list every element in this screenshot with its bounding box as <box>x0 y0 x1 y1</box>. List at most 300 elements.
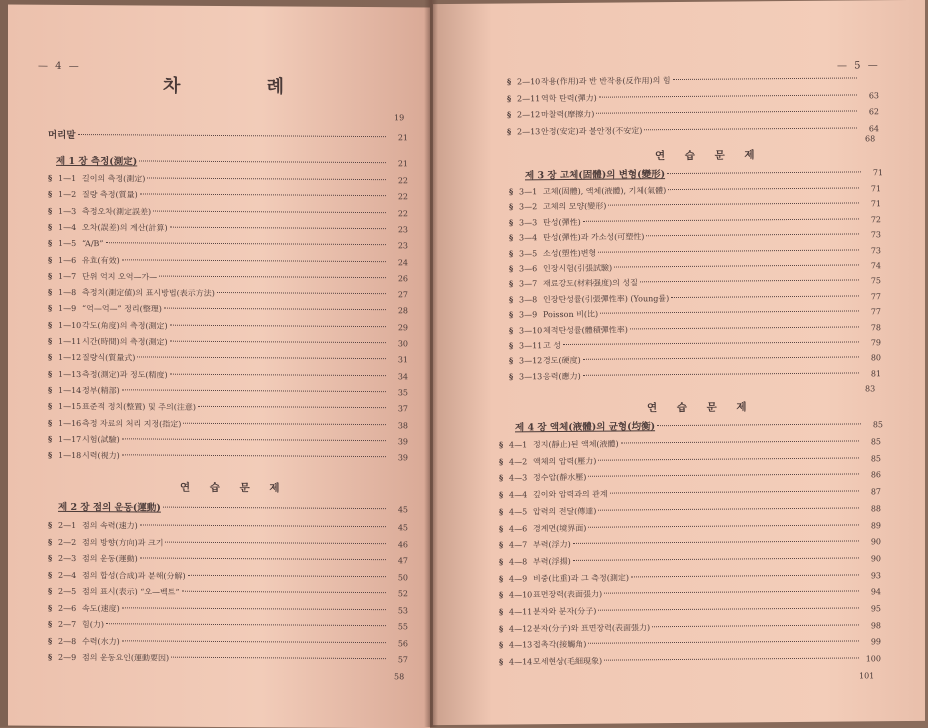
toc-entry <box>509 182 881 197</box>
section-number: 2—7 <box>58 619 82 631</box>
section-mark: § <box>509 278 519 290</box>
entry-title: 경계면(境界面) <box>533 522 586 534</box>
section-mark: § <box>48 335 58 347</box>
entry-title: 힘(力) <box>82 619 104 631</box>
entry-page: 86 <box>861 470 881 482</box>
section-mark: § <box>48 651 58 663</box>
toc-entry <box>48 270 408 285</box>
entry-title: 측정치(測定値)의 표시방법(表示方法) <box>82 287 215 300</box>
section-number: 1—4 <box>58 222 82 234</box>
bottom-page-right: 101 <box>859 671 874 680</box>
entry-page: 62 <box>859 106 879 118</box>
toc-entry <box>48 400 408 415</box>
entry-page: 79 <box>861 337 881 349</box>
section-mark: § <box>499 438 509 450</box>
entry-page: 52 <box>388 588 408 600</box>
chapter-page: 71 <box>863 168 883 177</box>
section-number: 1—13 <box>58 368 82 380</box>
toc-entry <box>48 367 408 382</box>
section-number: 1—11 <box>58 336 82 348</box>
toc-entry <box>509 244 881 259</box>
toc-entry <box>509 290 881 305</box>
exercise-label: 연 습 문 제 <box>180 480 288 496</box>
section-mark: § <box>507 75 517 87</box>
page-number-left: — 4 — <box>38 61 81 72</box>
toc-entry <box>499 469 881 484</box>
entry-page: 100 <box>861 653 881 665</box>
entry-title: 부력(浮力) <box>533 539 571 551</box>
section-number: 3—8 <box>519 294 543 306</box>
dot-leader <box>171 657 386 659</box>
section-number: 2—5 <box>58 586 82 598</box>
pre-entry-page: 19 <box>394 113 404 122</box>
section-mark: § <box>499 489 509 501</box>
section-mark: § <box>499 522 509 534</box>
section-mark: § <box>48 449 58 461</box>
toc-entry <box>48 601 408 616</box>
right-page <box>433 0 925 725</box>
section-number: 4—4 <box>509 489 533 501</box>
section-number: 2—9 <box>58 652 82 664</box>
dot-leader <box>631 574 859 577</box>
section-number: 1—2 <box>58 189 82 201</box>
entry-title: 모세현상(毛細現象) <box>533 656 602 669</box>
dot-leader <box>573 557 859 560</box>
section-number: 3—10 <box>519 325 543 337</box>
entry-title: 점의 표시(表示) “오—벡트” <box>82 586 180 599</box>
toc-entry <box>499 452 881 467</box>
section-mark: § <box>507 108 517 120</box>
section-number: 2—12 <box>517 109 541 121</box>
toc-entry <box>499 519 881 534</box>
dot-leader <box>604 658 859 661</box>
dot-leader <box>583 372 859 375</box>
entry-page: 30 <box>388 338 408 350</box>
section-number: 1—8 <box>58 287 82 299</box>
section-mark: § <box>48 535 58 547</box>
section-number: 1—17 <box>58 434 82 446</box>
section-mark: § <box>48 286 58 298</box>
section-number: 2—3 <box>58 553 82 565</box>
chapter3-extra-page: 83 <box>865 384 875 393</box>
entry-title: Poisson 비(比) <box>543 309 598 321</box>
entry-page: 45 <box>388 522 408 534</box>
entry-title: 시간(時間)의 측정(測定) <box>82 336 168 349</box>
dot-leader <box>165 541 386 544</box>
dot-leader <box>163 507 386 510</box>
section-number: 2—10 <box>517 76 541 88</box>
entry-page: 88 <box>861 503 881 515</box>
section-number: 1—9 <box>58 303 82 315</box>
entry-page: 71 <box>861 199 881 211</box>
toc-entry <box>509 259 881 274</box>
toc-entry <box>48 552 408 567</box>
dot-leader <box>106 623 386 626</box>
toc-entry <box>48 568 408 583</box>
right-toc <box>433 0 925 4</box>
dot-leader <box>139 160 386 163</box>
entry-page: 85 <box>861 453 881 465</box>
chapter-heading <box>58 499 408 515</box>
entry-page: 73 <box>861 245 881 257</box>
section-mark: § <box>48 585 58 597</box>
entry-title: 압력의 전달(傳達) <box>533 506 596 519</box>
section-mark: § <box>499 505 509 517</box>
section-mark: § <box>499 539 509 551</box>
chapter-heading <box>515 416 883 433</box>
section-number: 1—3 <box>58 205 82 217</box>
entry-page: 64 <box>859 123 879 135</box>
dot-leader <box>147 178 386 181</box>
toc-entry <box>507 122 879 137</box>
toc-entry <box>48 351 408 366</box>
dot-leader <box>614 264 859 267</box>
section-mark: § <box>48 416 58 428</box>
entry-page: 87 <box>861 486 881 498</box>
section-number: 1—5 <box>58 238 82 250</box>
section-mark: § <box>499 455 509 467</box>
toc-entry <box>48 286 408 301</box>
entry-page: 39 <box>388 452 408 464</box>
section-number: 2—8 <box>58 635 82 647</box>
toc-entry <box>48 335 408 350</box>
entry-title: 정지(靜止)된 액체(液體) <box>533 439 619 452</box>
intro-heading <box>48 127 408 144</box>
section-number: 1—18 <box>58 450 82 462</box>
chapter-page: 85 <box>863 420 883 429</box>
entry-page: 47 <box>388 555 408 567</box>
section-mark: § <box>499 572 509 584</box>
dot-leader <box>122 259 386 262</box>
toc-entry <box>509 228 881 243</box>
dot-leader <box>122 389 386 392</box>
toc-entry <box>499 485 881 500</box>
entry-page: 77 <box>861 306 881 318</box>
toc-entry <box>48 302 408 317</box>
section-mark: § <box>48 400 58 412</box>
toc-entry <box>48 253 408 268</box>
dot-leader <box>122 640 386 643</box>
entry-title: 작용(作用)과 반 반작용(反作用)의 힘 <box>541 75 671 88</box>
entry-title: 접촉각(接觸角) <box>533 639 586 651</box>
entry-page: 26 <box>388 273 408 285</box>
toc-entry <box>48 384 408 399</box>
entry-page: 31 <box>388 354 408 366</box>
section-mark: § <box>507 125 517 137</box>
dot-leader <box>78 134 386 137</box>
toc-entry <box>48 318 408 333</box>
toc-entry <box>48 433 408 448</box>
section-mark: § <box>509 216 519 228</box>
entry-title: 탄성(彈性)과 가소성(可塑性) <box>543 231 644 244</box>
dot-leader <box>598 457 859 460</box>
dot-leader <box>170 324 386 327</box>
section-mark: § <box>48 384 58 396</box>
section-number: 1—10 <box>58 320 82 332</box>
entry-page: 46 <box>388 539 408 551</box>
entry-page: 27 <box>388 289 408 301</box>
dot-leader <box>122 438 386 441</box>
entry-title: 인장시험(引張試驗) <box>543 263 612 276</box>
section-mark: § <box>48 253 58 265</box>
section-number: 3—4 <box>519 232 543 244</box>
entry-page: 90 <box>861 553 881 565</box>
dot-leader <box>588 474 859 477</box>
section-mark: § <box>509 185 519 197</box>
dot-leader <box>573 541 859 544</box>
section-number: 4—3 <box>509 473 533 485</box>
entry-title: 역학 탄력(彈力) <box>541 92 597 104</box>
section-mark: § <box>509 247 519 259</box>
entry-page: 90 <box>861 536 881 548</box>
section-mark: § <box>48 237 58 249</box>
toc-entry <box>509 198 881 213</box>
section-number: 2—13 <box>517 126 541 138</box>
dot-leader <box>170 341 386 344</box>
section-mark: § <box>499 656 509 668</box>
entry-title: 정수압(靜水壓) <box>533 472 586 484</box>
entry-page: 75 <box>861 276 881 288</box>
entry-page: 95 <box>861 603 881 615</box>
dot-leader <box>183 422 386 424</box>
section-mark: § <box>509 370 519 382</box>
entry-title: 부력(浮揚) <box>533 556 571 568</box>
dot-leader <box>668 187 859 190</box>
chapter-title: 제 1 장 측정(測定) <box>56 153 137 168</box>
entry-title: 시험(試驗) <box>82 434 120 446</box>
entry-page: 93 <box>861 570 881 582</box>
entry-page: 63 <box>859 90 879 102</box>
entry-title: 고체(固體), 액체(液體), 기체(氣體) <box>543 185 666 198</box>
entry-title: 재료강도(材料强度)의 성질 <box>543 278 638 291</box>
entry-page: 81 <box>861 368 881 380</box>
entry-page: 85 <box>861 436 881 448</box>
entry-page: 35 <box>388 387 408 399</box>
entry-page: 23 <box>388 240 408 252</box>
entry-title: “A/B” <box>82 238 104 250</box>
section-number: 3—1 <box>519 186 543 198</box>
dot-leader <box>596 110 857 113</box>
section-mark: § <box>48 172 58 184</box>
dot-leader <box>588 524 859 527</box>
entry-title: 길이의 측정(測定) <box>82 173 145 185</box>
entry-title: 점의 합성(合成)과 분해(分解) <box>82 570 186 583</box>
section-number: 2—11 <box>517 93 541 105</box>
entry-page: 23 <box>388 224 408 236</box>
dot-leader <box>137 357 386 360</box>
entry-title: 오차(誤差)의 계산(計算) <box>82 222 168 235</box>
section-number: 3—3 <box>519 217 543 229</box>
entry-page: 80 <box>861 353 881 365</box>
entry-title: 점의 속력(速力) <box>82 520 138 532</box>
entry-page: 28 <box>388 306 408 318</box>
dot-leader <box>621 440 859 443</box>
dot-leader <box>170 373 386 376</box>
chapter-heading <box>56 153 408 169</box>
dot-leader <box>140 557 386 560</box>
chapter-title: 제 4 장 액체(液體)의 균형(均衡) <box>515 418 655 433</box>
dot-leader <box>599 94 857 97</box>
dot-leader <box>657 423 861 426</box>
dot-leader <box>164 308 386 311</box>
chapter-page: 45 <box>388 505 408 514</box>
toc-entry <box>509 275 881 290</box>
entry-title: 표면장력(表面張力) <box>533 589 602 602</box>
entry-title: 표준적 정치(整置) 및 주의(注意) <box>82 401 196 414</box>
left-toc <box>8 5 430 8</box>
entry-title: “억—억—” 정리(整理) <box>82 303 162 316</box>
entry-page: 29 <box>388 322 408 334</box>
entry-page: 89 <box>861 520 881 532</box>
entry-page: 56 <box>388 638 408 650</box>
dot-leader <box>217 292 386 294</box>
entry-title: 분자(分子)와 표면장력(表面張力) <box>533 622 650 635</box>
toc-entry <box>48 188 408 203</box>
toc-entry <box>499 602 881 617</box>
dot-leader <box>608 203 859 206</box>
entry-title: 분자와 분자(分子) <box>533 606 596 619</box>
dot-leader <box>122 607 386 610</box>
entry-title: 측정오차(測定誤差) <box>82 206 151 218</box>
section-number: 4—10 <box>509 590 533 602</box>
section-number: 4—14 <box>509 656 533 668</box>
section-number: 2—4 <box>58 569 82 581</box>
toc-entry <box>499 652 881 667</box>
entry-title: 측정 자료의 처리 지정(指定) <box>82 418 181 431</box>
dot-leader <box>159 275 386 278</box>
dot-leader <box>140 194 386 197</box>
section-mark: § <box>509 293 519 305</box>
section-mark: § <box>507 92 517 104</box>
entry-page: 22 <box>388 191 408 203</box>
entry-page: 94 <box>861 587 881 599</box>
toc-entry <box>48 618 408 633</box>
toc-entry <box>499 552 881 567</box>
section-number: 4—5 <box>509 506 533 518</box>
dot-leader <box>583 357 859 360</box>
dot-leader <box>604 591 859 594</box>
dot-leader <box>644 127 857 130</box>
dot-leader <box>673 77 857 80</box>
section-number: 3—11 <box>519 340 543 352</box>
section-number: 3—6 <box>519 263 543 275</box>
section-number: 1—1 <box>58 173 82 185</box>
section-number: 4—13 <box>509 640 533 652</box>
dot-leader <box>106 242 387 245</box>
section-mark: § <box>509 339 519 351</box>
toc-entry <box>48 519 408 534</box>
toc-entry <box>499 569 881 584</box>
toc-entry <box>499 619 881 634</box>
toc-entry <box>507 89 879 104</box>
top-extra-page: 68 <box>865 134 875 143</box>
section-number: 1—6 <box>58 254 82 266</box>
entry-page: 39 <box>388 436 408 448</box>
dot-leader <box>170 227 386 230</box>
dot-leader <box>188 574 386 576</box>
entry-page: 22 <box>388 175 408 187</box>
entry-title: 속도(速度) <box>82 603 120 615</box>
toc-entry <box>48 634 408 649</box>
entry-title: 깊이와 압력과의 관계 <box>533 489 608 502</box>
section-mark: § <box>499 622 509 634</box>
section-number: 3—12 <box>519 356 543 368</box>
section-mark: § <box>499 555 509 567</box>
dot-leader <box>153 210 386 213</box>
entry-title: 고 성 <box>543 340 561 352</box>
entry-title: 각도(角度)의 측정(測定) <box>82 320 168 333</box>
section-mark: § <box>499 472 509 484</box>
entry-page: 34 <box>388 371 408 383</box>
section-mark: § <box>48 270 58 282</box>
section-mark: § <box>48 552 58 564</box>
exercise-label: 연 습 문 제 <box>655 147 763 163</box>
toc-entry <box>509 321 881 336</box>
entry-title: 정부(精部) <box>82 385 120 397</box>
section-number: 3—9 <box>519 309 543 321</box>
dot-leader <box>598 249 859 252</box>
section-mark: § <box>48 318 58 330</box>
intro-label: 머리말 <box>48 127 76 141</box>
entry-title: 안정(安定)과 불안정(不安定) <box>541 125 642 138</box>
dot-leader <box>598 607 859 610</box>
section-number: 3—2 <box>519 202 543 214</box>
dot-leader <box>610 491 859 494</box>
entry-title: 질량식(質量式) <box>82 352 135 364</box>
entry-title: 인장탄성률(引張彈性率) (Young률) <box>543 293 669 306</box>
left-page <box>8 5 430 728</box>
section-number: 4—12 <box>509 623 533 635</box>
chapter-title: 제 2 장 점의 운동(運動) <box>58 499 161 514</box>
toc-entry <box>48 449 408 464</box>
toc-entry <box>509 367 881 382</box>
toc-entry <box>499 435 881 450</box>
dot-leader <box>588 641 859 644</box>
section-number: 2—2 <box>58 536 82 548</box>
section-mark: § <box>509 232 519 244</box>
section-number: 3—7 <box>519 279 543 291</box>
toc-entry <box>48 416 408 431</box>
section-number: 4—2 <box>509 456 533 468</box>
dot-leader <box>122 454 386 457</box>
entry-title: 비중(比重)과 그 측정(測定) <box>533 572 629 585</box>
dot-leader <box>598 507 859 510</box>
toc-entry <box>509 213 881 228</box>
section-mark: § <box>499 589 509 601</box>
section-number: 4—1 <box>509 439 533 451</box>
entry-page: 73 <box>861 229 881 241</box>
toc-entry <box>499 502 881 517</box>
section-mark: § <box>48 433 58 445</box>
entry-title: 액체의 압력(壓力) <box>533 455 596 468</box>
section-mark: § <box>509 201 519 213</box>
entry-page: 37 <box>388 403 408 415</box>
chapter-heading <box>525 164 883 181</box>
section-number: 3—13 <box>519 371 543 383</box>
dot-leader <box>671 295 859 298</box>
toc-entry <box>509 352 881 367</box>
toc-entry <box>507 105 879 120</box>
entry-title: 시력(視力) <box>82 450 120 462</box>
entry-title: 응력(應力) <box>543 371 581 383</box>
toc-entry <box>48 204 408 219</box>
entry-title: 수력(水力) <box>82 636 120 648</box>
section-mark: § <box>509 309 519 321</box>
entry-page: 22 <box>388 208 408 220</box>
entry-page: 38 <box>388 420 408 432</box>
section-mark: § <box>509 324 519 336</box>
entry-page: 77 <box>861 291 881 303</box>
